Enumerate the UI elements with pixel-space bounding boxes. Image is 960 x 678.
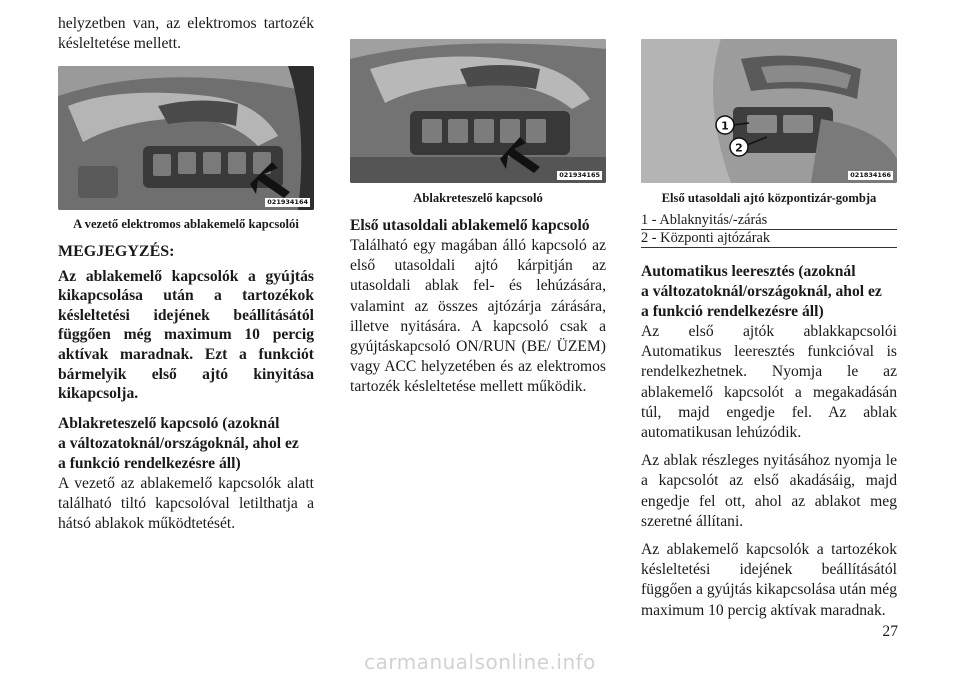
door-panel-illustration <box>350 39 606 183</box>
auto-down-paragraph: Az első ajtók ablakkapcsolói Automatikus leeresztés funkcióval is rendelkezhetnek. Nyomja le az ablakemelő kapcsolót a megakadásán túl, majd engedje fel. Az ablak automatikusan lehúzódik. <box>641 323 897 442</box>
column-3 <box>641 14 897 621</box>
auto-down-heading <box>641 262 897 322</box>
callout-2: 2 <box>735 141 743 155</box>
column-1 <box>58 14 314 534</box>
figure-code: 021834166 <box>850 171 891 179</box>
passenger-switch-body: Található egy magában álló kapcsoló az első utasoldali ajtó kárpitján az utasoldali ablak fel- és lehúzására, valamint az összes ajtózárja zárására, illetve nyitására. A kapcsoló csak a gyújtáskapcsoló ON/RUN (BE/ ÜZEM) vagy ACC helyzetében és az elektromos tartozék késleltetése mellett működik. <box>350 237 606 396</box>
figure-code: 021934165 <box>559 171 600 179</box>
door-panel-illustration <box>641 39 897 183</box>
column-2 <box>350 14 606 398</box>
accessory-delay-paragraph: Az ablakemelő kapcsolók a tartozékok késleltetési idejének beállításától függően a gyújtás kikapcsolása után még maximum 10 percig aktívak maradnak. <box>641 541 897 619</box>
intro-text: helyzetben van, az elektromos tartozék késleltetése mellett. <box>58 15 314 53</box>
heading-line: a funkció rendelkezésre áll) <box>641 303 824 320</box>
page-number: 27 <box>882 623 898 640</box>
lockout-body: A vezető az ablakemelő kapcsolók alatt található tiltó kapcsolóval letilthatja a hátsó ablakok működtetését. <box>58 474 314 533</box>
figure-legend <box>641 212 897 248</box>
note-title: MEGJEGYZÉS: <box>58 243 175 261</box>
note-text: Az ablakemelő kapcsolók a gyújtás kikapcsolása után a tartozékok késleltetési idejének beállításától függően még maximum 10 percig aktívak maradnak. Ezt a funkciót bármelyik első ajtó kinyitása kikapcsolja. <box>58 267 314 403</box>
door-panel-illustration <box>58 66 314 210</box>
passenger-door-lock-photo <box>641 39 897 183</box>
figure-caption: Ablakreteszelő kapcsoló <box>413 191 543 205</box>
window-lockout-switch-photo <box>350 39 606 183</box>
heading-line: Automatikus leeresztés (azoknál <box>641 263 856 280</box>
partial-open-paragraph: Az ablak részleges nyitásához nyomja le a kapcsolót az első akadásáig, majd engedje fel ott, ahol az ablakot meg szeretné állítani. <box>641 452 897 530</box>
heading-line: a funkció rendelkezésre áll) <box>58 454 241 472</box>
callout-1: 1 <box>721 119 729 133</box>
passenger-switch-heading: Első utasoldali ablakemelő kapcsoló <box>350 217 590 234</box>
figure-caption: Első utasoldali ajtó központizár-gombja <box>661 191 877 205</box>
figure-caption: A vezető elektromos ablakemelő kapcsolói <box>73 217 299 232</box>
heading-line: a változatoknál/országoknál, ahol ez <box>58 434 299 452</box>
watermark: carmanualsonline.info <box>364 650 596 674</box>
heading-line: a változatoknál/országoknál, ahol ez <box>641 283 882 300</box>
legend-item: 1 - Ablaknyitás/-zárás <box>641 212 897 230</box>
driver-window-switches-photo <box>58 66 314 210</box>
figure-code: 021934164 <box>267 198 308 207</box>
legend-item: 2 - Központi ajtózárak <box>641 230 897 248</box>
lockout-heading <box>58 414 314 474</box>
heading-line: Ablakreteszelő kapcsoló (azoknál <box>58 414 280 432</box>
